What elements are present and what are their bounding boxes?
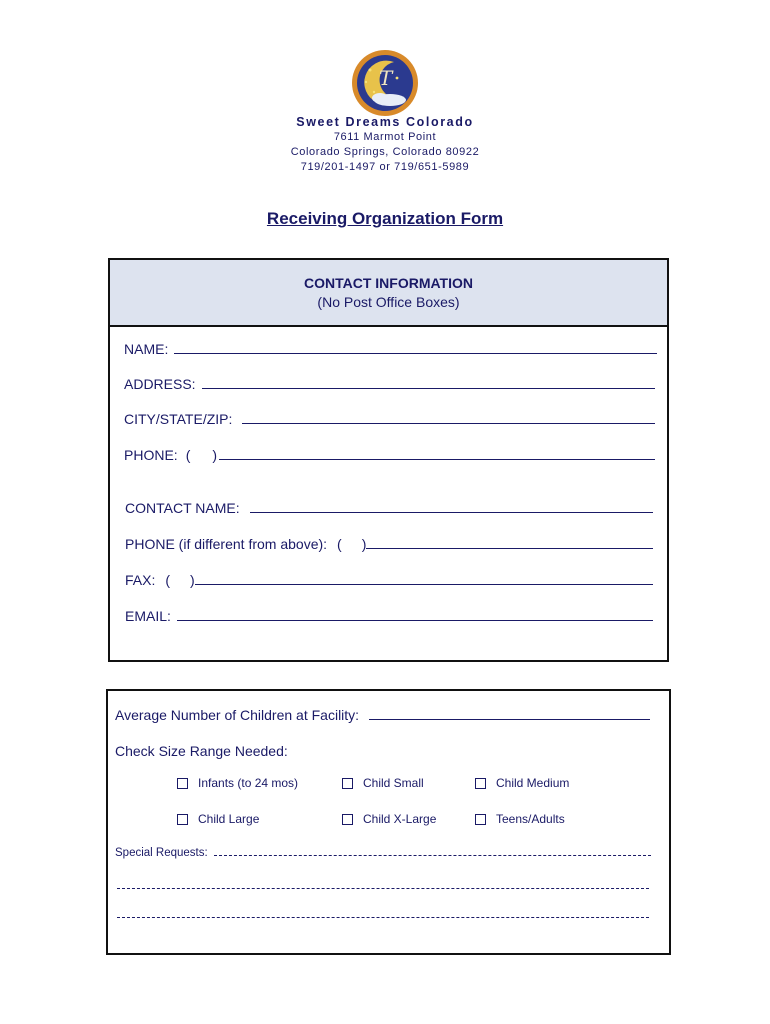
fax-line[interactable] — [195, 583, 653, 585]
phone-label: PHONE: — [124, 447, 178, 463]
email-label: EMAIL: — [125, 608, 171, 624]
avg-children-field[interactable] — [115, 707, 650, 723]
phone-line[interactable] — [219, 458, 655, 460]
phone-open-paren: ( — [185, 447, 191, 463]
svg-text:T: T — [379, 66, 393, 90]
name-line[interactable] — [174, 352, 657, 354]
city-state-zip-field[interactable] — [124, 411, 655, 427]
size-option-child-x-large[interactable] — [342, 812, 436, 826]
org-address-line1: 7611 Marmot Point — [333, 131, 437, 143]
fax-label: FAX: — [125, 572, 156, 588]
alt-phone-open-paren: ( — [337, 536, 342, 552]
size-label-teens-adults: Teens/Adults — [496, 812, 565, 826]
contact-header — [110, 260, 667, 327]
size-option-child-large[interactable] — [177, 812, 259, 826]
name-field[interactable] — [124, 341, 657, 357]
sweet-dreams-logo — [350, 48, 420, 118]
size-option-child-medium[interactable] — [475, 776, 569, 790]
name-label: NAME: — [124, 341, 169, 357]
size-label-child-medium: Child Medium — [496, 776, 570, 790]
address-label: ADDRESS: — [124, 376, 196, 392]
email-field[interactable] — [125, 608, 653, 624]
city-state-zip-label: CITY/STATE/ZIP: — [124, 411, 233, 427]
alt-phone-field[interactable] — [125, 536, 653, 552]
size-option-child-small[interactable] — [342, 776, 424, 790]
contact-heading: CONTACT INFORMATION — [303, 275, 473, 291]
contact-name-line[interactable] — [250, 511, 653, 513]
alt-phone-label: PHONE (if different from above): — [125, 536, 328, 552]
contact-name-label: CONTACT NAME: — [125, 500, 240, 516]
contact-name-field[interactable] — [125, 500, 653, 516]
special-requests-line-3[interactable] — [117, 917, 649, 918]
size-option-infants[interactable] — [177, 776, 298, 790]
contact-information-section — [108, 258, 669, 662]
fax-close-paren: ) — [190, 572, 195, 588]
special-requests-label: Special Requests: — [115, 847, 208, 859]
special-requests-line-2[interactable] — [117, 888, 649, 889]
special-requests-line[interactable] — [214, 854, 651, 856]
size-option-teens-adults[interactable] — [475, 812, 565, 826]
org-name: Sweet Dreams Colorado — [296, 115, 474, 129]
size-range-heading: Check Size Range Needed: — [115, 743, 288, 759]
size-label-infants: Infants (to 24 mos) — [198, 776, 299, 790]
email-line[interactable] — [177, 619, 653, 621]
size-label-child-x-large: Child X-Large — [363, 812, 437, 826]
alt-phone-line[interactable] — [366, 547, 653, 549]
fax-field[interactable] — [125, 572, 653, 588]
fax-open-paren: ( — [165, 572, 171, 588]
size-label-child-large: Child Large — [198, 812, 260, 826]
checkbox-teens-adults[interactable] — [475, 814, 486, 825]
checkbox-child-small[interactable] — [342, 778, 353, 789]
org-phone: 719/201-1497 or 719/651-5989 — [300, 161, 470, 173]
avg-children-line[interactable] — [369, 718, 650, 720]
address-field[interactable] — [124, 376, 655, 392]
alt-phone-close-paren: ) — [361, 536, 367, 552]
contact-subheading: (No Post Office Boxes) — [317, 294, 460, 310]
phone-field[interactable] — [124, 447, 655, 463]
form-title: Receiving Organization Form — [266, 209, 504, 228]
size-label-child-small: Child Small — [363, 776, 424, 790]
special-requests-field[interactable] — [115, 847, 651, 859]
org-address-line2: Colorado Springs, Colorado 80922 — [290, 146, 480, 158]
checkbox-child-large[interactable] — [177, 814, 188, 825]
avg-children-label: Average Number of Children at Facility: — [115, 707, 360, 723]
checkbox-infants[interactable] — [177, 778, 188, 789]
phone-close-paren: ) — [212, 447, 218, 463]
checkbox-child-x-large[interactable] — [342, 814, 353, 825]
city-state-zip-line[interactable] — [242, 422, 655, 424]
address-line[interactable] — [202, 387, 655, 389]
facility-section — [106, 689, 671, 955]
checkbox-child-medium[interactable] — [475, 778, 486, 789]
